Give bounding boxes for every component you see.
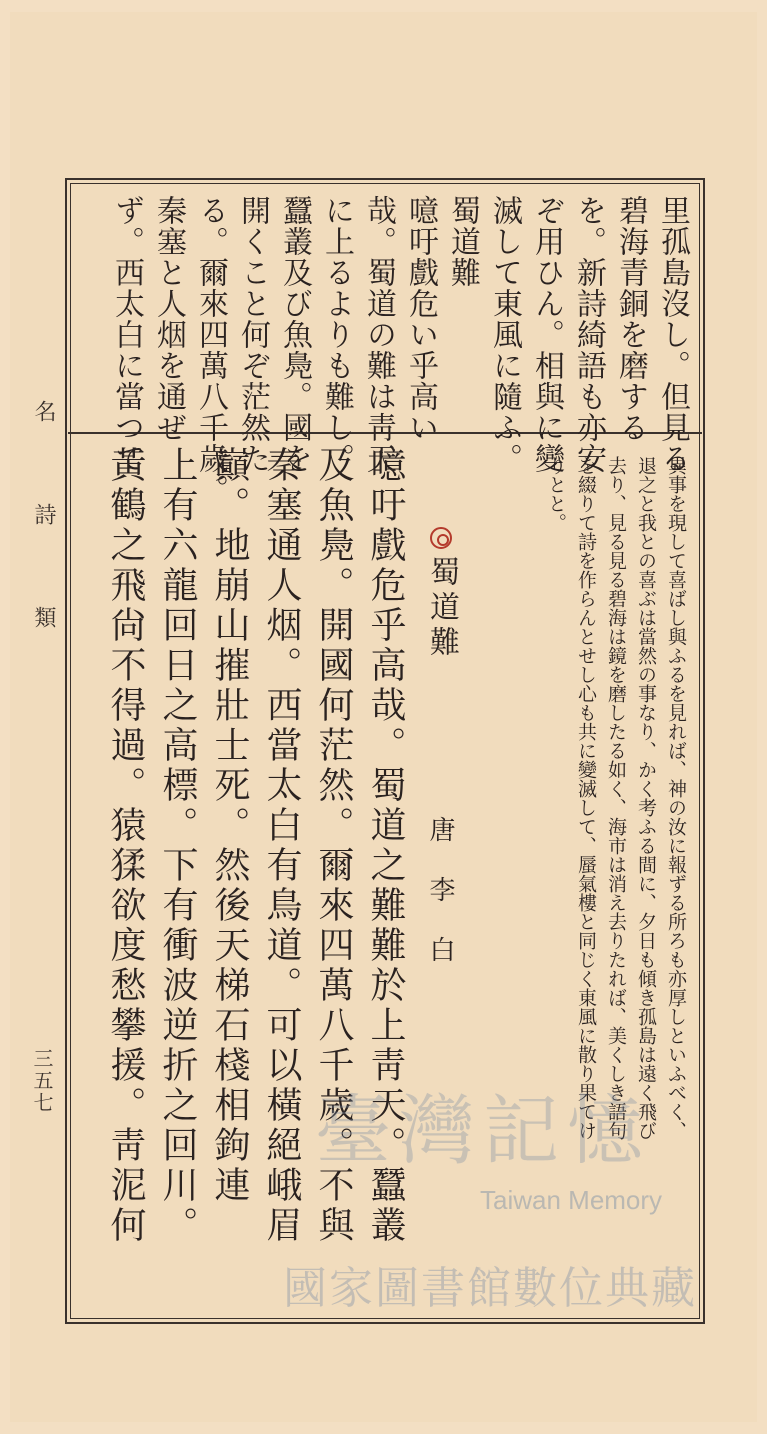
poem-line: 上有六龍回日之高標。下有衝波逆折之回川。 (157, 446, 198, 1246)
top-line: 里孤島沒し。但見る (655, 195, 690, 474)
watermark-english: Taiwan Memory (480, 1185, 663, 1215)
top-line: る。爾來四萬八千歲。 (193, 195, 228, 505)
top-line: 哉。蜀道の難は靑天 (361, 195, 396, 474)
poem-line: 黃鶴之飛尙不得過。猿猱欲度愁攀援。靑泥何 (105, 446, 146, 1246)
note-line: 退之と我との喜ぶは當然の事なり、かく考ふる間に、夕日も傾き孤島は遠く飛び (635, 456, 657, 1140)
top-line: 碧海青銅を磨する (613, 195, 648, 443)
poem-title: 蜀道難 (424, 556, 459, 661)
top-line: 蜀道難 (445, 195, 480, 288)
poem-line: 噫吁戲危乎高哉。蜀道之難難於上靑天。蠶叢 (365, 446, 406, 1246)
top-line: 滅して東風に隨ふ。 (487, 195, 522, 474)
note-line: 異事を現して喜ばし與ふるを見れば、神の汝に報ずる所ろも亦厚しといふべく、 (665, 456, 687, 1140)
note-line: りとと。 (545, 456, 567, 532)
watermark-library: 國家圖書館數位典藏 (283, 1263, 697, 1314)
note-line: を綴りて詩を作らんとせし心も共に變滅して、蜃氣樓と同じく東風に散り果てけ (575, 456, 597, 1140)
top-line: に上るよりも難し。 (319, 195, 354, 474)
heading-circle-mark (430, 527, 452, 549)
top-line: ぞ用ひん。相與に變 (529, 195, 564, 474)
note-line: 去り、見る見る碧海は鏡を磨したる如く、海市は消え去りたれば、美くしき語句 (605, 456, 627, 1140)
page-number: 三五七 (30, 1048, 54, 1114)
poem-line: 及魚鳧。開國何茫然。爾來四萬八千歲。不與 (313, 446, 354, 1246)
top-line: 開くこと何ぞ茫然た (235, 195, 270, 474)
poem-line: 秦塞通人烟。西當太白有鳥道。可以橫絕峨眉 (261, 446, 302, 1246)
top-line: 噫吁戲危い乎高い (403, 195, 438, 443)
poem-author: 唐李白 (425, 816, 455, 996)
margin-title: 名 詩 類 (31, 400, 56, 656)
top-line: ず。西太白に當つて (109, 195, 144, 474)
watermark-chinese: 臺灣記憶 (315, 1086, 651, 1175)
top-line: を。新詩綺語も亦安 (571, 195, 606, 474)
top-line: 蠶叢及び魚鳧。國を (277, 195, 312, 474)
top-line: 秦塞と人烟を通ぜ (151, 195, 186, 443)
poem-line: 巓。地崩山摧壯士死。然後天梯石棧相鉤連 (209, 446, 250, 1206)
